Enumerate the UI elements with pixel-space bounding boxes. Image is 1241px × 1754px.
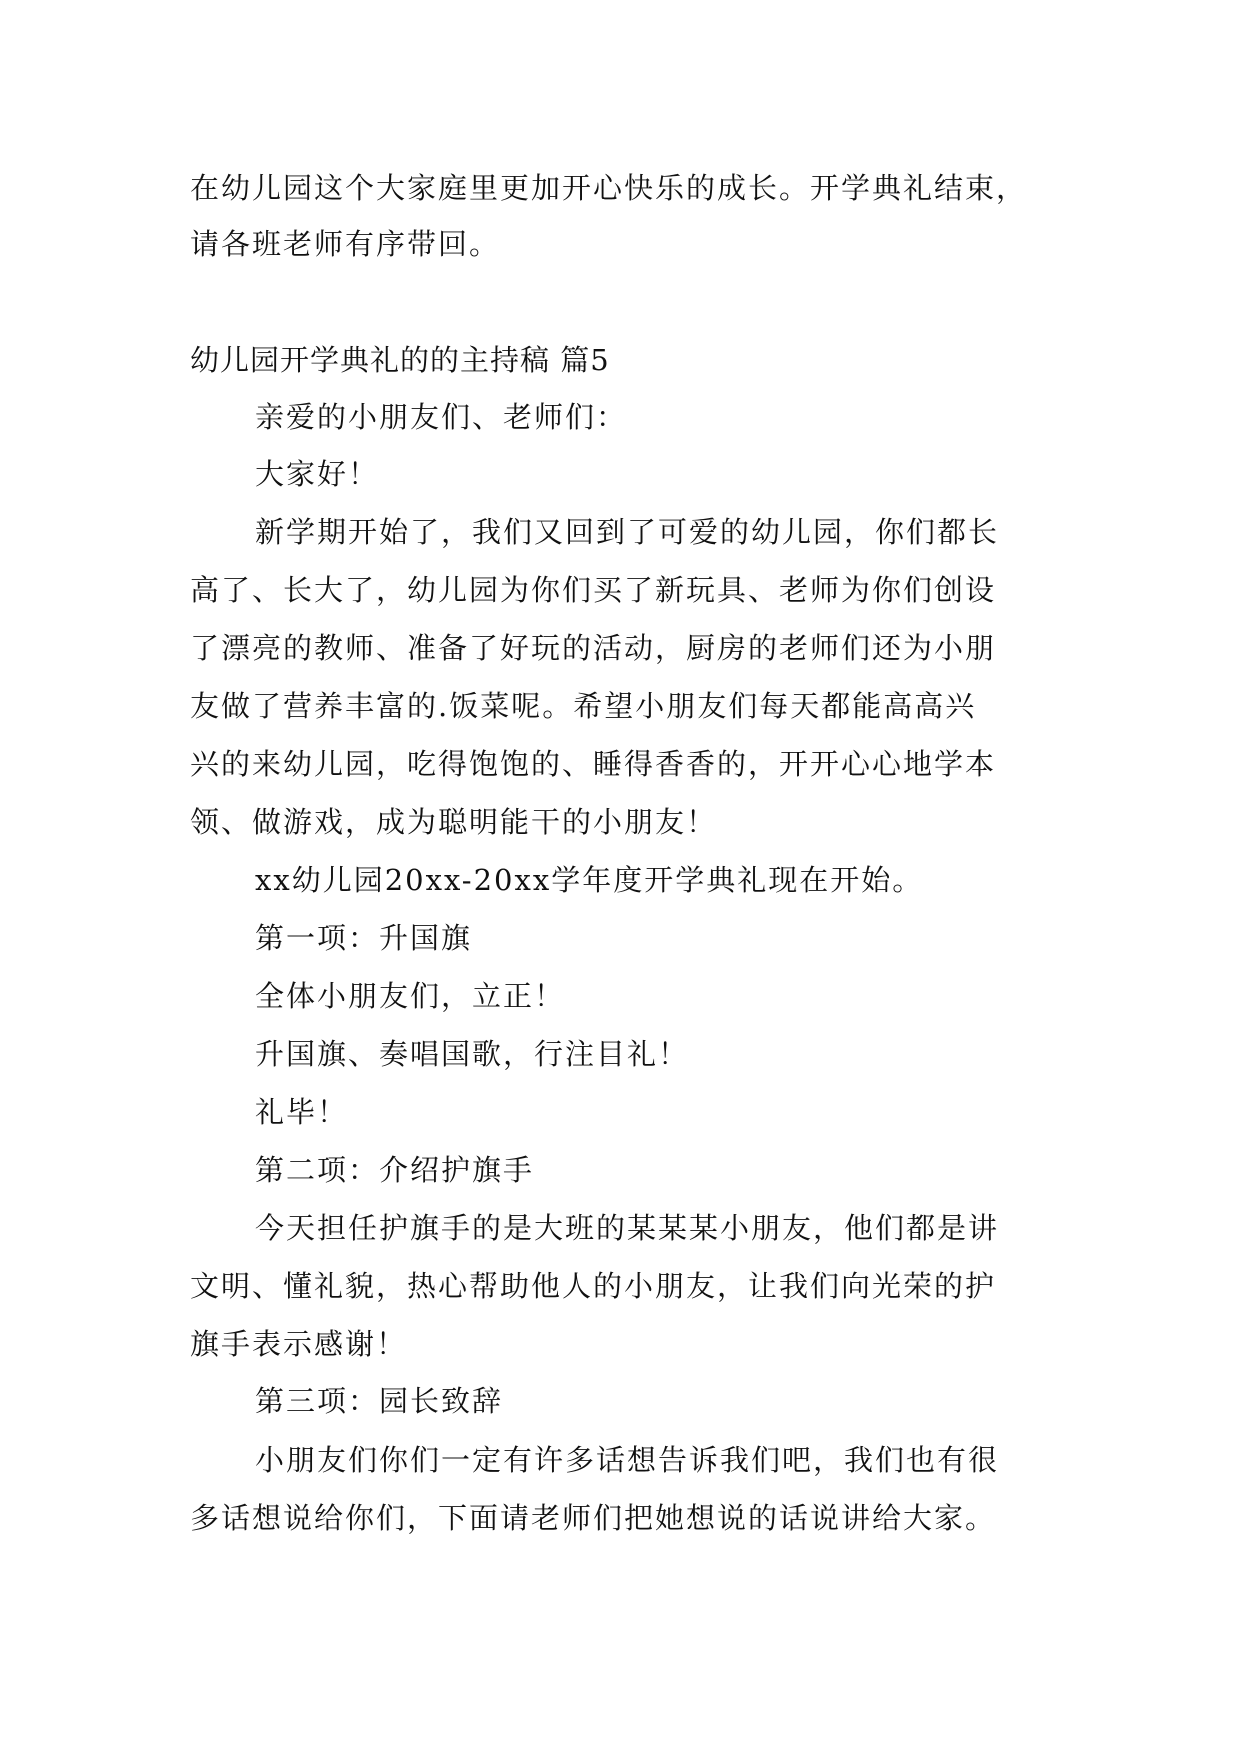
paragraph-line: 高了、长大了，幼儿园为你们买了新玩具、老师为你们创设 [190, 573, 997, 607]
agenda-item-heading: 第一项：升国旗 [255, 921, 473, 955]
paragraph-line: 多话想说给你们，下面请老师们把她想说的话说讲给大家。 [190, 1501, 997, 1535]
paragraph-line: 大家好！ [255, 457, 380, 491]
carry-over-line-1: 在幼儿园这个大家庭里更加开心快乐的成长。开学典礼结束， [190, 171, 1028, 205]
agenda-item-heading: 第二项：介绍护旗手 [255, 1153, 535, 1187]
carry-over-line-2: 请各班老师有序带回。 [190, 227, 501, 261]
paragraph-line: 领、做游戏，成为聪明能干的小朋友！ [190, 805, 718, 839]
paragraph-line: 今天担任护旗手的是大班的某某某小朋友，他们都是讲 [255, 1211, 1000, 1245]
paragraph-line: xx幼儿园20xx-20xx学年度开学典礼现在开始。 [255, 863, 924, 897]
paragraph-line: 新学期开始了，我们又回到了可爱的幼儿园，你们都长 [255, 515, 1000, 549]
paragraph-line: 亲爱的小朋友们、老师们： [255, 400, 628, 434]
paragraph-line: 兴的来幼儿园，吃得饱饱的、睡得香香的，开开心心地学本 [190, 747, 997, 781]
section-title: 幼儿园开学典礼的的主持稿 篇5 [190, 343, 610, 377]
paragraph-line: 全体小朋友们，立正！ [255, 979, 566, 1013]
paragraph-line: 旗手表示感谢！ [190, 1327, 408, 1361]
paragraph-line: 升国旗、奏唱国歌，行注目礼！ [255, 1037, 690, 1071]
paragraph-line: 小朋友们你们一定有许多话想告诉我们吧，我们也有很 [255, 1443, 1000, 1477]
paragraph-line: 友做了营养丰富的.饭菜呢。希望小朋友们每天都能高高兴 [190, 689, 977, 723]
paragraph-line: 礼毕！ [255, 1095, 349, 1129]
paragraph-line: 了漂亮的教师、准备了好玩的活动，厨房的老师们还为小朋 [190, 631, 997, 665]
agenda-item-heading: 第三项：园长致辞 [255, 1384, 504, 1418]
paragraph-line: 文明、懂礼貌，热心帮助他人的小朋友，让我们向光荣的护 [190, 1269, 997, 1303]
